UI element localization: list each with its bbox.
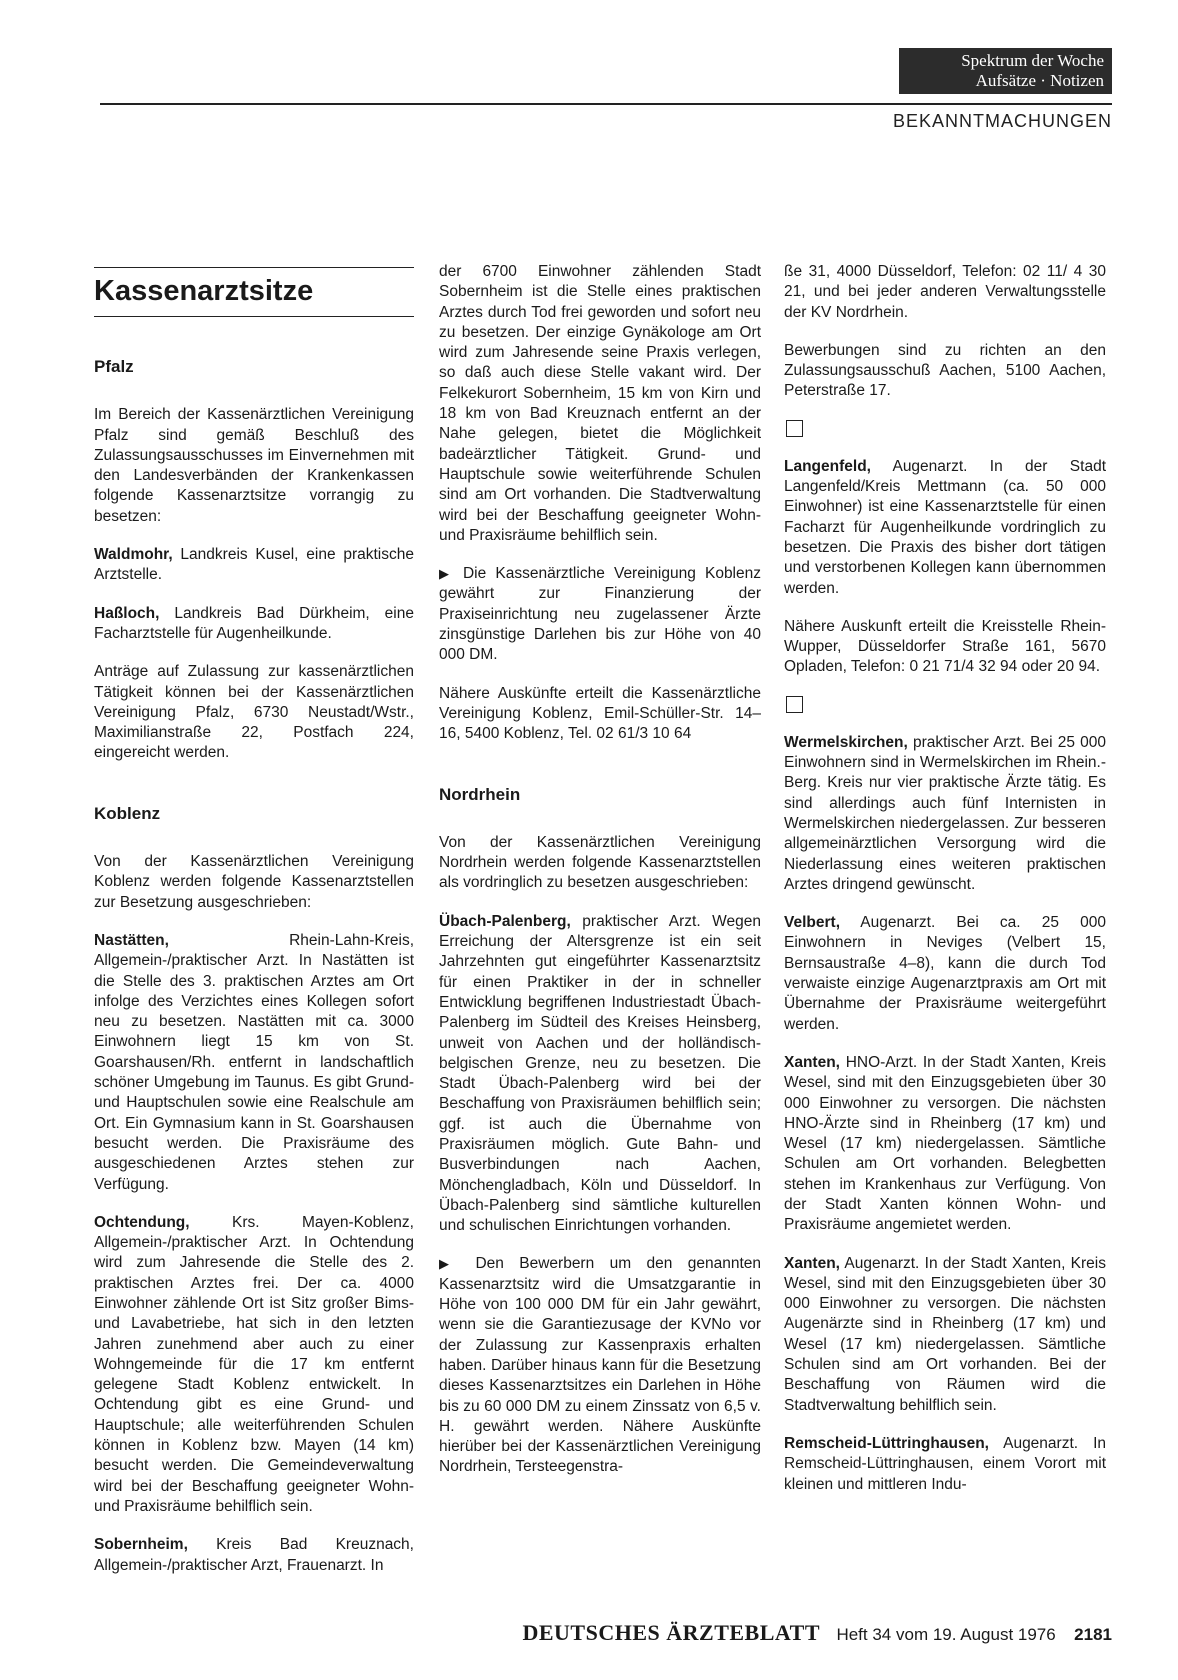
arrow-right-icon: ▶ bbox=[439, 1256, 461, 1272]
section-tag bbox=[899, 48, 1112, 94]
entry-name: Haßloch, bbox=[94, 604, 160, 622]
entry-name: Wermelskirchen, bbox=[784, 733, 908, 751]
journal-name: DEUTSCHES ÄRZTEBLATT bbox=[522, 1620, 820, 1645]
pfalz-antraege: Anträge auf Zulassung zur kassenärztlichen Tätigkeit können bei der Kassenärztlichen Vereinigung Pfalz, 6730 Neustadt/Wstr., Maximilianstraße 22, Postfach 224, eingereicht werden. bbox=[94, 663, 414, 762]
entry-name: Velbert, bbox=[784, 914, 840, 932]
region-heading-koblenz: Koblenz bbox=[94, 803, 161, 823]
column-3 bbox=[784, 262, 1106, 1513]
opladen-contact: Nähere Auskunft erteilt die Kreisstelle Rhein-Wupper, Düsseldorfer Straße 161, 5670 Opladen, Telefon: 0 21 71/4 32 94 oder 20 94. bbox=[784, 617, 1106, 676]
entry-name: Nastätten, bbox=[94, 931, 169, 949]
pfalz-intro: Im Bereich der Kassenärztlichen Vereinigung Pfalz sind gemäß Beschluß des Zulassungsausschusses im Einvernehmen mit den Landesverbänden der Krankenkassen folgende Kassenarztsitze vorrangig zu besetzen: bbox=[94, 406, 414, 525]
entry-name: Ochtendung, bbox=[94, 1213, 190, 1231]
aachen-applications: Bewerbungen sind zu richten an den Zulassungsausschuß Aachen, 5100 Aachen, Peterstraße 17. bbox=[784, 341, 1106, 400]
koblenz-financing bbox=[439, 564, 761, 665]
page-number: 2181 bbox=[1074, 1625, 1112, 1644]
entry-ochtendung bbox=[94, 1213, 414, 1517]
entry-langenfeld bbox=[784, 457, 1106, 599]
nordrhein-guarantee bbox=[439, 1254, 761, 1477]
entry-name: Sobernheim, bbox=[94, 1536, 188, 1554]
arrow-right-icon: ▶ bbox=[439, 566, 454, 582]
entry-nastaetten bbox=[94, 931, 414, 1195]
nordrhein-contact-continued: ße 31, 4000 Düsseldorf, Telefon: 02 11/ 4 30 21, und bei jeder anderen Verwaltungsstelle der KV Nordrhein. bbox=[784, 263, 1106, 321]
entry-text: Augenarzt. In Remscheid-Lüttringhausen, einem Vorort mit kleinen und mittleren Indu- bbox=[784, 1434, 1106, 1493]
section-tag-line-2: Aufsätze · Notizen bbox=[975, 71, 1104, 90]
koblenz-intro: Von der Kassenärztlichen Vereinigung Koblenz werden folgende Kassenarztstellen zur Besetzung ausgeschrieben: bbox=[94, 853, 414, 911]
entry-sobernheim bbox=[94, 1535, 414, 1576]
header-rule bbox=[100, 103, 1112, 105]
entry-xanten-augenarzt bbox=[784, 1254, 1106, 1416]
entry-text: praktischer Arzt. Bei 25 000 Einwohnern sind in Wermelskirchen im Rhein.-Berg. Kreis nur vier praktische Ärzte tätig. Es sind allerdings auch fünf Internisten in Wermelskirchen niedergelassen. Zur besseren allgemeinärztlichen Versorgung wird die Niederlassung eines weiteren praktischen Arztes dringend gewünscht. bbox=[784, 733, 1106, 893]
section-separator-box-icon bbox=[786, 696, 803, 713]
entry-text: Augenarzt. In der Stadt Langenfeld/Kreis Mettmann (ca. 50 000 Einwohner) ist eine Kassenarztstelle für einen Facharzt für Augenheilkunde vordringlich zu besetzen. Die Praxis des bisher dort tätigen und verstorbenen Kollegen kann übernommen werden. bbox=[784, 457, 1106, 597]
entry-text: Landkreis Kusel, eine praktische Arztstelle. bbox=[94, 546, 414, 584]
entry-name: Langenfeld, bbox=[784, 457, 871, 475]
paragraph-text: Die Kassenärztliche Vereinigung Koblenz gewährt zur Finanzierung der Praxiseinrichtung neu zugelassener Ärzte zinsgünstige Darlehen bis zur Höhe von 40 000 DM. bbox=[439, 565, 761, 664]
section-label: BEKANNTMACHUNGEN bbox=[892, 111, 1112, 131]
entry-uebach-palenberg bbox=[439, 912, 761, 1237]
column-1 bbox=[94, 267, 414, 1594]
entry-text: Kreis Bad Kreuznach, Allgemein-/praktischer Arzt, Frauenarzt. In bbox=[94, 1536, 414, 1574]
entry-name: Übach-Palenberg, bbox=[439, 912, 571, 930]
entry-name: Xanten, bbox=[784, 1053, 840, 1071]
entry-remscheid bbox=[784, 1434, 1106, 1495]
region-heading-nordrhein: Nordrhein bbox=[439, 784, 521, 804]
section-tag-line-1: Spektrum der Woche bbox=[961, 51, 1104, 70]
entry-text: Krs. Mayen-Koblenz, Allgemein-/praktischer Arzt. In Ochtendung wird zum Jahresende die Stelle des 2. praktischen Arztes frei. Der ca. 4000 Einwohner zählende Ort ist Sitz großer Bims- und Lavabetriebe, hat sich in den letzten Jahren zunehmend aber auch zu einer Wohngemeinde für die 17 km entfernt gelegene Stadt Koblenz entwickelt. In Ochtendung gibt es eine Grund- und Hauptschule; alle weiterführenden Schulen können in Koblenz bzw. Mayen (14 km) besucht werden. Die Gemeindeverwaltung wird bei der Beschaffung geeigneter Wohn- und Praxisräume behilflich sein. bbox=[94, 1213, 414, 1515]
entry-xanten-hno bbox=[784, 1053, 1106, 1236]
entry-wermelskirchen bbox=[784, 733, 1106, 895]
entry-name: Waldmohr, bbox=[94, 546, 173, 564]
region-heading-pfalz: Pfalz bbox=[94, 357, 134, 376]
entry-name: Xanten, bbox=[784, 1254, 840, 1272]
entry-text: praktischer Arzt. Wegen Erreichung der Altersgrenze ist ein seit Jahrzehnten gut eingeführter Kassenarztsitz für einen Praktiker in der in schneller Entwicklung begriffenen Industriestadt Übach-Palenberg im Südteil des Kreises Heinsberg, unweit von Aachen und der holländisch-belgischen Grenze, neu zu besetzen. Die Stadt Übach-Palenberg wird bei der Beschaffung von Praxisräumen behilflich sein; ggf. ist auch die Übernahme von Praxisräumen möglich. Gute Bahn- und Busverbindungen nach Aachen, Mönchengladbach, Köln und Düsseldorf. In Übach-Palenberg sind sämtliche kulturellen und schulischen Einrichtungen vorhanden. bbox=[439, 912, 761, 1235]
issue-info: Heft 34 vom 19. August 1976 bbox=[836, 1625, 1056, 1644]
entry-text: Augenarzt. In der Stadt Xanten, Kreis Wesel, sind mit den Einzugsgebieten über 30 000 Einwohner zu versorgen. Die nächsten Augenärzte sind in Rheinberg (17 km) und Wesel (17 km) niedergelassen. Sämtliche Schulen sind am Ort vorhanden. Bei der Beschaffung von Räumen wird die Stadtverwaltung behilflich sein. bbox=[784, 1254, 1106, 1414]
koblenz-contact: Nähere Auskünfte erteilt die Kassenärztliche Vereinigung Koblenz, Emil-Schüller-Str. 14–16, 5400 Koblenz, Tel. 02 61/3 10 64 bbox=[439, 684, 761, 743]
entry-text: Landkreis Bad Dürkheim, eine Facharztstelle für Augenheilkunde. bbox=[94, 604, 414, 642]
page-footer bbox=[0, 1620, 1112, 1646]
article-title: Kassenarztsitze bbox=[94, 275, 314, 307]
entry-velbert bbox=[784, 913, 1106, 1035]
entry-name: Remscheid-Lüttringhausen, bbox=[784, 1434, 989, 1452]
sobernheim-continued: der 6700 Einwohner zählenden Stadt Sobernheim ist die Stelle eines praktischen Arztes durch Tod frei geworden und sofort neu zu besetzen. Der einzige Gynäkologe am Ort wird zum Jahresende seine Praxis verlegen, so daß auch diese Stelle vakant wird. Der Felkekurort Sobernheim, 15 km von Kirn und 18 km von Bad Kreuznach entfernt an der Nahe gelegen, bietet die Möglichkeit badeärztlicher Tätigkeit. Grund- und Hauptschule sowie weiterführende Schulen sind am Ort vorhanden. Die Stadtverwaltung wird bei der Beschaffung geeigneter Wohn- und Praxisräume behilflich sein. bbox=[439, 263, 761, 544]
column-2 bbox=[439, 262, 761, 1496]
entry-text: HNO-Arzt. In der Stadt Xanten, Kreis Wesel, sind mit den Einzugsgebieten über 30 000 Einwohner zu versorgen. Die nächsten HNO-Ärzte sind in Rheinberg (17 km) und Wesel (17 km) niedergelassen. Sämtliche Schulen am Ort vorhanden. Belegbetten stehen im Krankenhaus zur Verfügung. Von der Stadt Xanten können Wohn- und Praxisräume angemietet werden. bbox=[784, 1053, 1106, 1234]
entry-text: Rhein-Lahn-Kreis, Allgemein-/praktischer Arzt. In Nastätten ist die Stelle des 3. praktischen Arztes am Ort infolge des Verzichtes eines Kollegen sofort neu zu besetzen. Nastätten mit ca. 3000 Einwohnern liegt 15 km von St. Goarshausen/Rh. entfernt in landschaftlich schöner Umgebung im Taunus. Es gibt Grund- und Hauptschulen sowie eine Realschule am Ort. Ein Gymnasium kann in St. Goarshausen besucht werden. Die Praxisräume des ausgeschiedenen Arztes stehen zur Verfügung. bbox=[94, 931, 414, 1193]
entry-waldmohr bbox=[94, 545, 414, 586]
entry-text: Augenarzt. Bei ca. 25 000 Einwohnern in Neviges (Velbert 15, Bernsaustraße 4–8), kann die durch Tod verwaiste einzige Augenarztpraxis am Ort mit Übernahme der Praxisräume weitergeführt werden. bbox=[784, 914, 1106, 1033]
title-block bbox=[94, 267, 414, 317]
paragraph-text: Den Bewerbern um den genannten Kassenarztsitz wird die Umsatzgarantie in Höhe von 100 000 DM für ein Jahr gewährt, wenn sie die Garantiezusage der KVNo vor der Zulassung zur Kassenpraxis erhalten haben. Darüber hinaus kann für die Besetzung dieses Kassenarztsitzes ein Darlehen in Höhe bis zu 60 000 DM zu einem Zinssatz von 6,5 v. H. gewährt werden. Nähere Auskünfte hierüber bei der Kassenärztlichen Vereinigung Nordrhein, Tersteegenstra- bbox=[439, 1255, 762, 1476]
entry-hassloch bbox=[94, 604, 414, 645]
section-separator-box-icon bbox=[786, 420, 803, 437]
nordrhein-intro: Von der Kassenärztlichen Vereinigung Nordrhein werden folgende Kassenarztstellen als vordringlich zu besetzen ausgeschrieben: bbox=[439, 833, 761, 892]
